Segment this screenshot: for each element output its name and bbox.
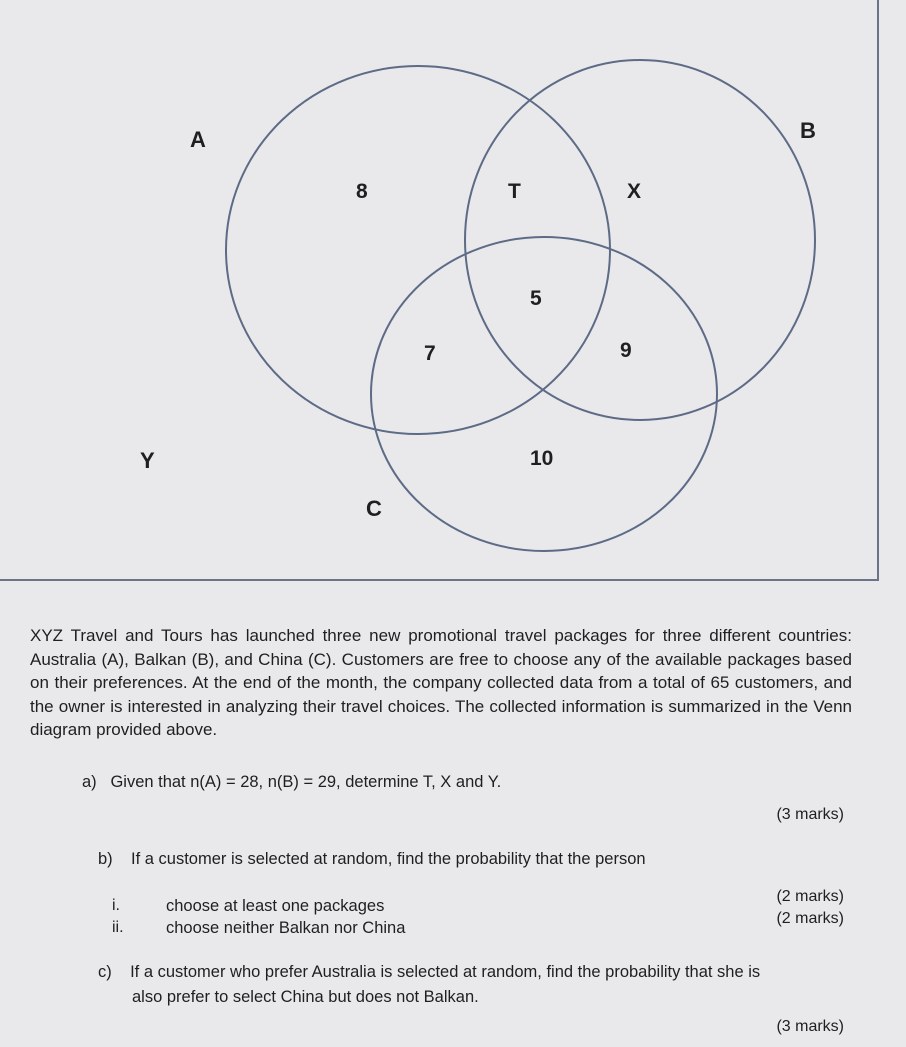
region-a-only: 8 [356,180,368,203]
set-label-c: C [366,496,382,521]
circle-a [226,66,610,434]
question-b-part-i-text: choose at least one packages [166,897,385,915]
circle-b [465,60,815,420]
region-a-c-only: 7 [424,342,436,365]
universal-label-y: Y [140,448,155,473]
question-b-part-ii-text: choose neither Balkan nor China [166,919,406,937]
question-a-marks: (3 marks) [776,806,844,823]
question-b-part-i-marks: (2 marks) [776,888,844,905]
region-b-only: X [627,180,642,203]
question-c-label: c) [98,963,112,981]
question-c [98,960,858,1010]
region-a-b-c: 5 [530,287,542,310]
question-b-part-i-number: i. [112,897,120,914]
set-label-b: B [800,118,816,143]
circle-c [371,237,717,551]
question-b-label: b) [98,850,113,868]
question-a [82,773,501,792]
question-b [98,850,646,869]
question-a-text: Given that n(A) = 28, n(B) = 29, determine T, X and Y. [110,773,502,791]
question-a-label: a) [82,773,97,791]
set-label-a: A [190,127,206,152]
region-b-c-only: 9 [620,339,632,362]
intro-paragraph: XYZ Travel and Tours has launched three new promotional travel packages for three different countries: Australia (A), Balkan (B), and China (C). Customers are free to choose any of the available packages based on their preferences. At the end of the month, the company collected data from a total of 65 customers, and the owner is interested in analyzing their travel choices. The collected information is summarized in the Venn diagram provided above. [30,626,852,739]
question-c-line2: also prefer to select China but does not Balkan. [132,988,479,1006]
region-c-only: 10 [530,447,554,470]
question-b-part-ii-number: ii. [112,919,124,936]
question-b-text: If a customer is selected at random, find the probability that the person [131,850,646,868]
region-a-b-only: T [508,180,521,203]
question-c-line1: If a customer who prefer Australia is selected at random, find the probability that she is [130,963,761,981]
question-c-marks: (3 marks) [776,1018,844,1035]
question-b-part-ii-marks: (2 marks) [776,910,844,927]
